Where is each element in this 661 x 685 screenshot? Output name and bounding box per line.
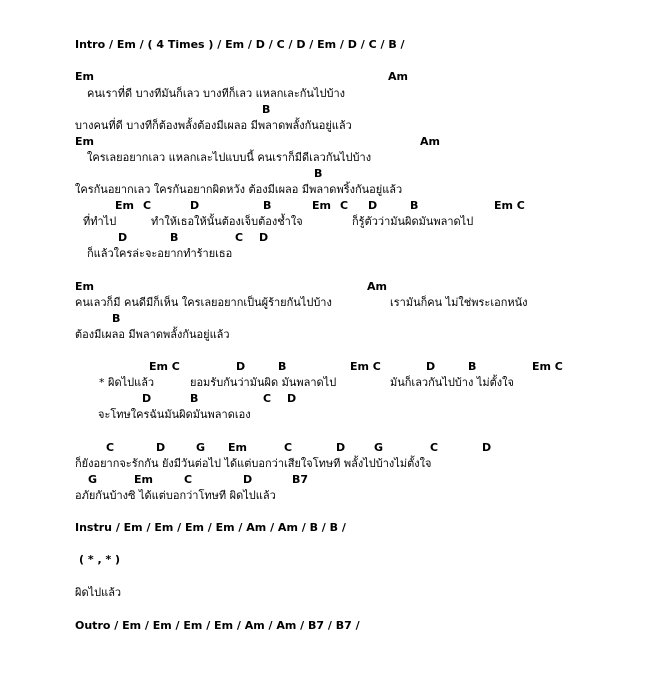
chord: B xyxy=(170,231,179,244)
outro-line: Outro / Em / Em / Em / Em / Am / Am / B7 / B7 / xyxy=(75,619,360,632)
instru-line: Instru / Em / Em / Em / Em / Am / Am / B / B / xyxy=(75,521,346,534)
lyric-line: คนเลวก็มี คนดีมีก็เห็น ใครเลยอยากเป็นผู้ร้ายกันไปบ้าง xyxy=(75,296,332,309)
lyric-line: ก็แล้วใครล่ะจะอยากทำร้ายเธอ xyxy=(87,247,233,260)
chord: C xyxy=(143,199,152,212)
lyric-line: ใครเลยอยากเลว แหลกเละไปแบบนี้ คนเราก็มีดีเลวกันไปบ้าง xyxy=(87,151,372,164)
chord: G xyxy=(374,441,384,454)
chord: D xyxy=(243,473,253,486)
lyric-line: คนเราที่ดี บางทีมันก็เลว บางทีก็เลว แหลกเละกันไปบ้าง xyxy=(87,87,345,100)
chord: Em xyxy=(75,70,94,83)
chord: B xyxy=(314,167,323,180)
chord: Em C xyxy=(532,360,563,373)
chord: C xyxy=(106,441,115,454)
chord: B xyxy=(112,312,121,325)
chord: B xyxy=(262,103,271,116)
chord: Am xyxy=(420,135,440,148)
chord: Em xyxy=(312,199,331,212)
chord: G xyxy=(196,441,206,454)
chord: Em xyxy=(228,441,247,454)
lyric-line: ยอมรับกันว่ามันผิด มันพลาดไป xyxy=(190,376,337,389)
chord: D xyxy=(287,392,297,405)
chord: B xyxy=(278,360,287,373)
chord: D xyxy=(142,392,152,405)
lyric-line: ต้องมีเผลอ มีพลาดพลั้งกันอยู่แล้ว xyxy=(75,328,230,341)
chord: C xyxy=(263,392,272,405)
lyric-line: จะโทษใครฉันมันผิดมันพลาดเอง xyxy=(98,408,251,421)
chord: Em C xyxy=(494,199,525,212)
chord: Am xyxy=(388,70,408,83)
chord: Em xyxy=(75,280,94,293)
chord: C xyxy=(284,441,293,454)
chord: B xyxy=(468,360,477,373)
chord: C xyxy=(340,199,349,212)
chord: G xyxy=(88,473,98,486)
chord: Em xyxy=(115,199,134,212)
chord: C xyxy=(184,473,193,486)
chord: D xyxy=(190,199,200,212)
chord: D xyxy=(426,360,436,373)
chord: B xyxy=(263,199,272,212)
lyric-line: ใครกันอยากเลว ใครกันอยากผิดหวัง ต้องมีเผลอ มีพลาดพริ้งกันอยู่แล้ว xyxy=(75,183,403,196)
chord: D xyxy=(482,441,492,454)
lyric-line: ผิดไปแล้ว xyxy=(75,586,122,599)
chord: B7 xyxy=(292,473,309,486)
intro-line: Intro / Em / ( 4 Times ) / Em / D / C / D / Em / D / C / B / xyxy=(75,38,405,51)
lyric-line: * ผิดไปแล้ว xyxy=(99,376,155,389)
lyric-line: บางคนที่ดี บางทีก็ต้องพลั้งต้องมีเผลอ มีพลาดพลั้งกันอยู่แล้ว xyxy=(75,119,352,132)
lyric-line: ที่ทำไป xyxy=(83,215,117,228)
chord: B xyxy=(190,392,199,405)
chord: D xyxy=(118,231,128,244)
lyric-line: ทำให้เธอให้นั้นต้องเจ็บต้องช้ำใจ xyxy=(151,215,303,228)
chord: C xyxy=(430,441,439,454)
chord: D xyxy=(259,231,269,244)
repeat-marker: ( * , * ) xyxy=(79,553,121,566)
lyric-line: อภัยกันบ้างซิ ได้แต่บอกว่าโทษที ผิดไปแล้ว xyxy=(75,489,276,502)
lyric-line: ก็ยังอยากจะรักกัน ยังมีวันต่อไป ได้แต่บอกว่าเสียใจโทษที พลั้งไปบ้างไม่ตั้งใจ xyxy=(75,457,432,470)
lyric-line: เรามันก็คน ไม่ใช่พระเอกหนัง xyxy=(390,296,528,309)
chord: D xyxy=(156,441,166,454)
chord: Em C xyxy=(149,360,180,373)
chord: D xyxy=(236,360,246,373)
chord: Em xyxy=(75,135,94,148)
chord: D xyxy=(336,441,346,454)
lyric-line: ก็รู้ตัวว่ามันผิดมันพลาดไป xyxy=(352,215,474,228)
chord: Am xyxy=(367,280,387,293)
chord: Em C xyxy=(350,360,381,373)
chord: Em xyxy=(134,473,153,486)
lyric-line: มันก็เลวกันไปบ้าง ไม่ตั้งใจ xyxy=(390,376,514,389)
chord: B xyxy=(410,199,419,212)
chord: C xyxy=(235,231,244,244)
chord: D xyxy=(368,199,378,212)
